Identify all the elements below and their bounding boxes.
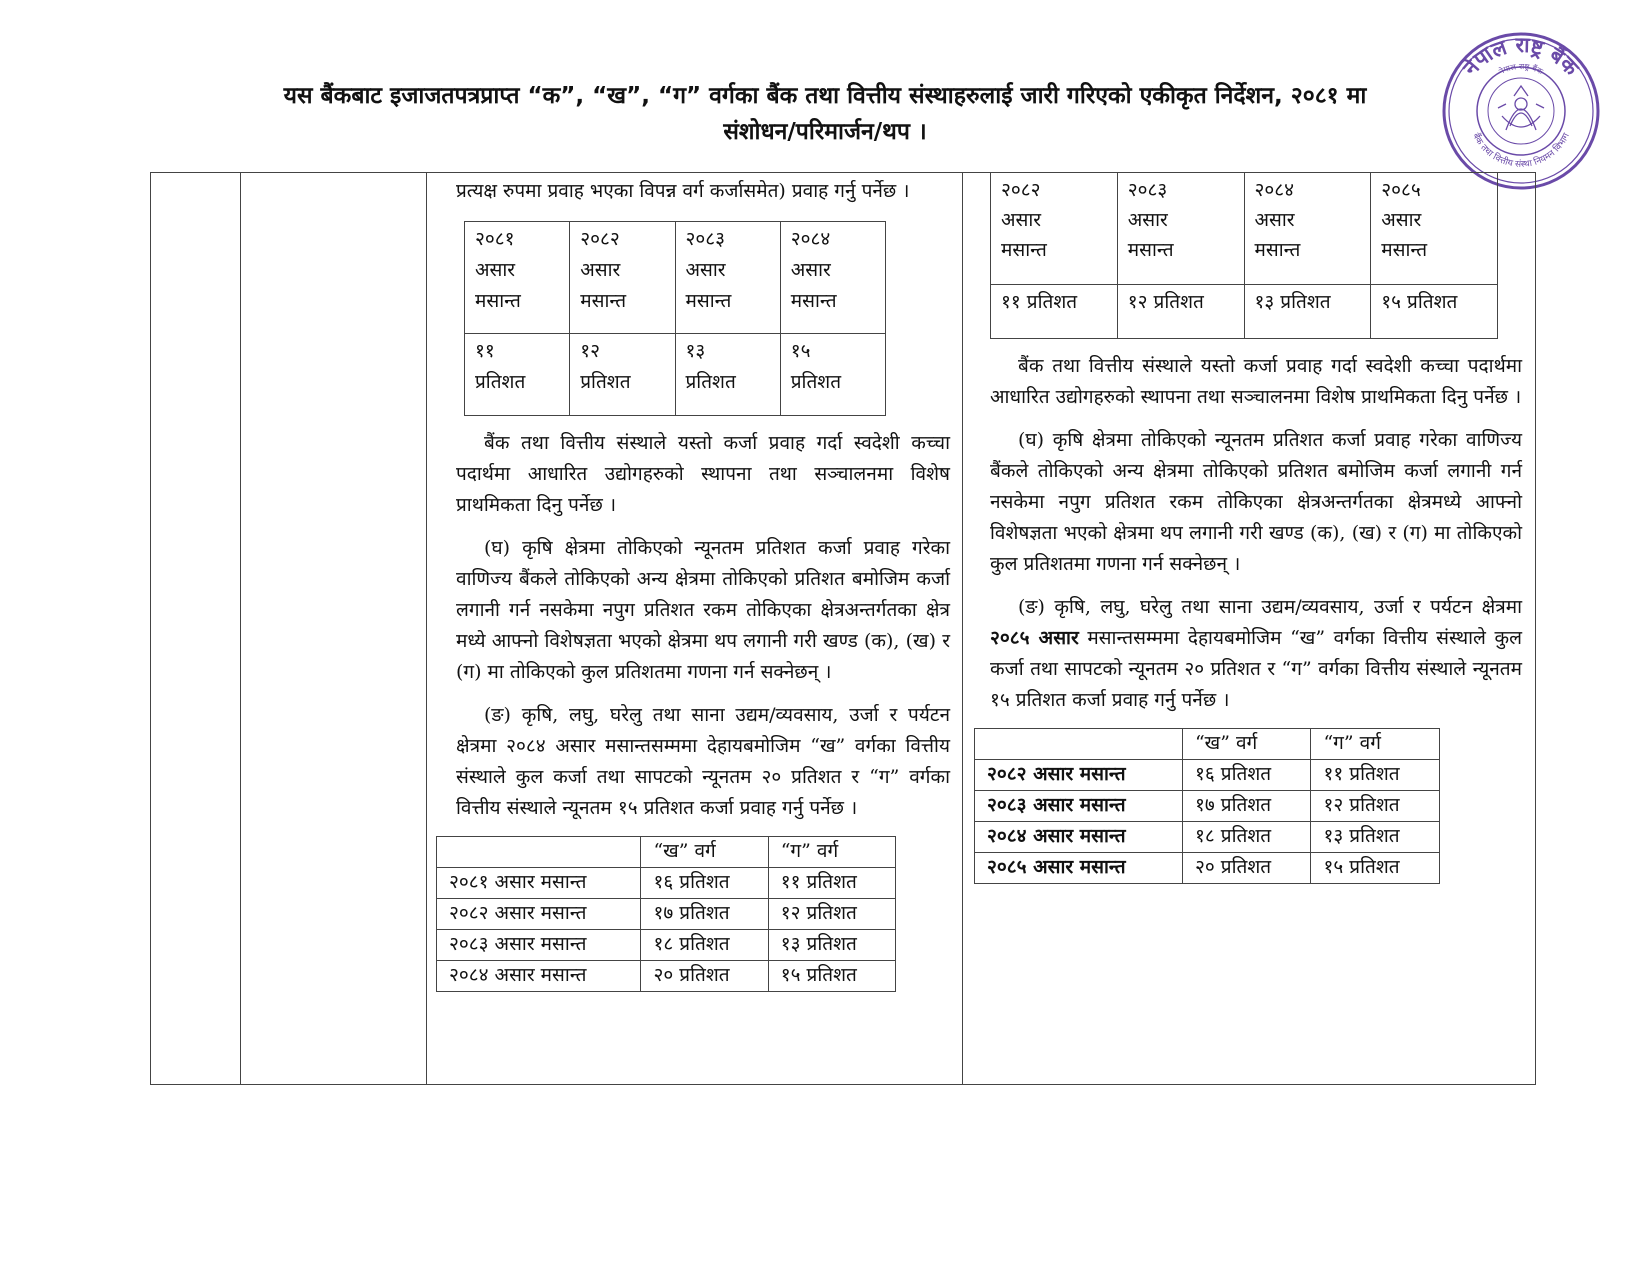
- column-divider-3: [962, 172, 963, 1085]
- left-table1-header-cell: २०८१ असार मसान्त: [465, 222, 570, 334]
- right-table2-cell: १७ प्रतिशत: [1182, 791, 1311, 822]
- right-table1-value-cell: १२ प्रतिशत: [1117, 285, 1244, 339]
- column-divider-2: [426, 172, 427, 1085]
- left-table2-cell: २० प्रतिशत: [641, 961, 768, 992]
- left-table1-header-cell: २०८४ असार मसान्त: [780, 222, 885, 334]
- right-table1-header-cell: २०८३ असार मसान्त: [1117, 173, 1244, 285]
- right-table1-value-cell: १५ प्रतिशत: [1371, 285, 1498, 339]
- left-table1-value-cell: १२ प्रतिशत: [570, 334, 675, 416]
- right-table2-row-label: २०८२ असार मसान्त: [975, 760, 1183, 791]
- left-table2-col-header: “ग” वर्ग: [768, 837, 895, 868]
- left-paragraph-swadeshi: बैंक तथा वित्तीय संस्थाले यस्तो कर्जा प्रवाह गर्दा स्वदेशी कच्चा पदार्थमा आधारित उद्योगहरुको स्थापना तथा सञ्चालनमा विशेष प्राथमिकता दिनु पर्नेछ ।: [456, 432, 950, 516]
- left-column: [449, 176, 950, 992]
- left-paragraph-gha: (घ) कृषि क्षेत्रमा तोकिएको न्यूनतम प्रतिशत कर्जा प्रवाह गरेका वाणिज्य बैंकले तोकिएको अन्य क्षेत्रमा तोकिएको प्रतिशत बमोजिम कर्जा लगानी गर्न नसकेमा नपुग प्रतिशत रकम तोकिएका क्षेत्रअन्तर्गतका क्षेत्र मध्ये आफ्नो विशेषज्ञता भएको क्षेत्रमा थप लगानी गरी खण्ड (क), (ख) र (ग) मा तोकिएको कुल प्रतिशतमा गणना गर्न सक्नेछन् ।: [456, 537, 950, 683]
- seal-top-text: नेपाल राष्ट्र बैंक: [1458, 32, 1584, 80]
- left-table2-col-header: “ख” वर्ग: [641, 837, 768, 868]
- left-table2-cell: १८ प्रतिशत: [641, 930, 768, 961]
- right-table2-row-label: २०८५ असार मसान्त: [975, 853, 1183, 884]
- left-table2-cell: १६ प्रतिशत: [641, 868, 768, 899]
- left-table2-row-label: २०८३ असार मसान्त: [437, 930, 641, 961]
- right-target-table: [990, 172, 1498, 339]
- right-table2-cell: ११ प्रतिशत: [1311, 760, 1440, 791]
- left-table2-cell: १३ प्रतिशत: [768, 930, 895, 961]
- right-class-target-table: [974, 728, 1440, 884]
- right-paragraph-nga: (ङ) कृषि, लघु, घरेलु तथा साना उद्यम/व्यवसाय, उर्जा र पर्यटन क्षेत्रमा २०८५ असार मसान्तसम्ममा देहायबमोजिम “ख” वर्गका वित्तीय संस्थाले कुल कर्जा तथा सापटको न्यूनतम २० प्रतिशत र “ग” वर्गका वित्तीय संस्थाले न्यूनतम १५ प्रतिशत कर्जा प्रवाह गर्नु पर्नेछ ।: [990, 596, 1522, 711]
- right-table2-col-header: [975, 729, 1183, 760]
- document-title: [180, 78, 1470, 150]
- right-table1-value-cell: १३ प्रतिशत: [1244, 285, 1371, 339]
- right-table2-row-label: २०८४ असार मसान्त: [975, 822, 1183, 853]
- right-column: [987, 172, 1522, 884]
- left-intro-paragraph: प्रत्यक्ष रुपमा प्रवाह भएका विपन्न वर्ग कर्जासमेत) प्रवाह गर्नु पर्नेछ ।: [456, 180, 910, 202]
- table-row: [975, 760, 1440, 791]
- seal-bottom-text: बैंक तथा वित्तीय संस्था नियमन विभाग: [1470, 131, 1572, 170]
- left-table2-cell: १७ प्रतिशत: [641, 899, 768, 930]
- left-table2-cell: १२ प्रतिशत: [768, 899, 895, 930]
- left-table2-row-label: २०८१ असार मसान्त: [437, 868, 641, 899]
- right-paragraph-gha: (घ) कृषि क्षेत्रमा तोकिएको न्यूनतम प्रतिशत कर्जा प्रवाह गरेका वाणिज्य बैंकले तोकिएको अन्य क्षेत्रमा तोकिएको प्रतिशत बमोजिम कर्जा लगानी गर्न नसकेमा नपुग प्रतिशत रकम तोकिएका क्षेत्रअन्तर्गतका क्षेत्रमध्ये आफ्नो विशेषज्ञता भएको क्षेत्रमा थप लगानी गरी खण्ड (क), (ख) र (ग) मा तोकिएको कुल प्रतिशतमा गणना गर्न सक्नेछन् ।: [990, 429, 1522, 575]
- right-table2-cell: १८ प्रतिशत: [1182, 822, 1311, 853]
- left-table1-value-cell: १५ प्रतिशत: [780, 334, 885, 416]
- left-table1-value-cell: १३ प्रतिशत: [675, 334, 780, 416]
- right-table2-cell: १६ प्रतिशत: [1182, 760, 1311, 791]
- column-divider-1: [240, 172, 241, 1085]
- right-table2-row-label: २०८३ असार मसान्त: [975, 791, 1183, 822]
- right-table1-header-cell: २०८५ असार मसान्त: [1371, 173, 1498, 285]
- left-table1-header-cell: २०८३ असार मसान्त: [675, 222, 780, 334]
- svg-text:नेपाल राष्ट्र बैंक: [1457, 33, 1584, 81]
- right-table1-header-cell: २०८४ असार मसान्त: [1244, 173, 1371, 285]
- left-paragraph-nga: (ङ) कृषि, लघु, घरेलु तथा साना उद्यम/व्यवसाय, उर्जा र पर्यटन क्षेत्रमा २०८४ असार मसान्तसम्ममा देहायबमोजिम “ख” वर्गका वित्तीय संस्थाले कुल कर्जा तथा सापटको न्यूनतम २० प्रतिशत र “ग” वर्गका वित्तीय संस्थाले न्यूनतम १५ प्रतिशत कर्जा प्रवाह गर्नु पर्नेछ ।: [456, 704, 950, 819]
- right-paragraph-swadeshi: बैंक तथा वित्तीय संस्थाले यस्तो कर्जा प्रवाह गर्दा स्वदेशी कच्चा पदार्थमा आधारित उद्योगहरुको स्थापना तथा सञ्चालनमा विशेष प्राथमिकता दिनु पर्नेछ ।: [990, 355, 1522, 408]
- left-table2-col-header: [437, 837, 641, 868]
- table-row: [437, 961, 896, 992]
- table-row: [975, 822, 1440, 853]
- right-table2-col-header: “ग” वर्ग: [1311, 729, 1440, 760]
- seal-inner-text: नेपाल राष्ट्र बैंक: [1497, 61, 1545, 77]
- right-table2-col-header: “ख” वर्ग: [1182, 729, 1311, 760]
- right-paragraph-nga-bold-date: २०८५ असार: [990, 627, 1079, 649]
- left-table2-cell: १५ प्रतिशत: [768, 961, 895, 992]
- right-table1-header-cell: २०८२ असार मसान्त: [991, 173, 1118, 285]
- svg-text:नेपाल राष्ट्र बैंक: [1497, 62, 1545, 77]
- bank-seal-stamp: [1440, 30, 1602, 192]
- right-table2-cell: २० प्रतिशत: [1182, 853, 1311, 884]
- left-target-table: [464, 221, 886, 416]
- right-table2-cell: १२ प्रतिशत: [1311, 791, 1440, 822]
- table-row: [975, 791, 1440, 822]
- table-row: [437, 868, 896, 899]
- right-table2-cell: १५ प्रतिशत: [1311, 853, 1440, 884]
- table-row: [975, 853, 1440, 884]
- left-table2-row-label: २०८४ असार मसान्त: [437, 961, 641, 992]
- title-line-1: यस बैंकबाट इजाजतपत्रप्राप्त “क”, “ख”, “ग” वर्गका बैंक तथा वित्तीय संस्थाहरुलाई जारी गरिएको एकीकृत निर्देशन, २०८१ मा: [283, 83, 1367, 109]
- left-table1-value-cell: ११ प्रतिशत: [465, 334, 570, 416]
- table-row: [437, 899, 896, 930]
- left-class-target-table: [436, 836, 896, 992]
- left-table1-header-cell: २०८२ असार मसान्त: [570, 222, 675, 334]
- table-row: [437, 930, 896, 961]
- right-table1-value-cell: ११ प्रतिशत: [991, 285, 1118, 339]
- left-table2-cell: ११ प्रतिशत: [768, 868, 895, 899]
- title-line-2: संशोधन/परिमार्जन/थप ।: [723, 119, 927, 145]
- right-table2-cell: १३ प्रतिशत: [1311, 822, 1440, 853]
- left-table2-row-label: २०८२ असार मसान्त: [437, 899, 641, 930]
